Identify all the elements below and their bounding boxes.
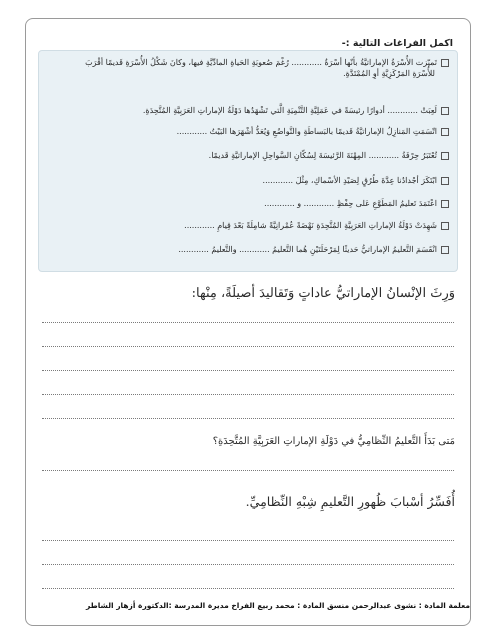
question-3: أُفَسِّرُ أسْبابَ ظُهورِ التَّعليمِ شِبْهِ النِّظامِيِّ. [245, 494, 455, 509]
answer-line[interactable] [42, 370, 454, 371]
question-2: مَتى بَدَأَ التَّعليمُ النِّظامِيُّ في دَوْلَةِ الإماراتِ العَرَبِيَّةِ المُتَّحِدَةِ؟ [212, 436, 455, 447]
checkbox-icon [441, 222, 449, 230]
footer-signatures: معلمة المادة : نشوى عبدالرحمن منسق المادة : محمد ربيع الفراخ مديرة المدرسة :الدكتورة أزهار الشاطر [86, 601, 470, 610]
fill-item-text: لَعِبَتْ ............ أدوارًا رئيسَةً في عَمَلِيَّةِ التَّنْمِيَةِ الَّتي تَشْهَدُها دَوْلَةُ الإماراتِ العَرَبِيَّةِ المُتَّحِدَةِ. [142, 106, 437, 115]
fill-item-text: اتّسَمَتِ المَنازِلُ الإماراتيَّةُ قَديمًا بالبَساطَةِ والتَّواضُعِ وَيُعَدُّ أشْهَرَها البَيْتُ ............ [176, 127, 437, 136]
answer-line[interactable] [42, 588, 454, 589]
fill-item-text: اعْتَمَدَ تَعليمُ المَطَوَّعِ عَلى حِفْظِ ............ و ............ [264, 199, 437, 208]
fill-item-text: تَميّزت الأُسْرَةُ الإماراتيَّةُ بأنّها أسْرَةٌ ............ رُغْمَ صُعوبَةِ الحَياةِ المادِّيَّةِ فيها، وكانَ شَكْلُ الأُسْرَةِ قَديمًا أقْرَبَ [85, 58, 437, 67]
fill-item-text: ابْتَكَرَ أجْدادُنا عِدَّةَ طُرُقٍ لِصَيْدِ الأسْماكِ، مِثْلَ ............ [262, 176, 437, 185]
fill-item-4 [47, 150, 449, 161]
question-1: وَرِثَ الإنْسانُ الإماراتيُّ عاداتٍ وَتَقاليدَ أصيلَةً، مِنْها: [191, 286, 455, 301]
checkbox-icon [441, 107, 449, 115]
fill-item-8 [47, 244, 449, 255]
checkbox-icon [441, 246, 449, 254]
answer-line[interactable] [42, 394, 454, 395]
checkbox-icon [441, 59, 449, 67]
fill-item-2 [47, 105, 449, 116]
fill-item-1 [47, 57, 449, 79]
answer-line[interactable] [42, 346, 454, 347]
answer-line[interactable] [42, 470, 454, 471]
checkbox-icon [441, 177, 449, 185]
fill-item-7 [47, 220, 449, 231]
fill-item-6 [47, 198, 449, 209]
answer-line[interactable] [42, 322, 454, 323]
fill-item-text: شَهِدَتْ دَوْلَةُ الإماراتِ العَرَبِيَّةِ المُتَّحِدَةِ نَهْضَةً عُمْرانِيَّةً شامِلَةً بَعْدَ قِيامِ ............ [184, 221, 437, 230]
fill-item-5 [47, 175, 449, 186]
checkbox-icon [441, 152, 449, 160]
checkbox-icon [441, 128, 449, 136]
fill-item-text-continued: للأُسْرَةِ المَرْكَزِيَّةِ أوِ المُمْتَدَّةِ. [343, 69, 435, 78]
fill-in-blanks-box [38, 50, 458, 272]
instruction-heading: اكمل الفراغات التالية :- [341, 38, 453, 49]
checkbox-icon [441, 200, 449, 208]
fill-item-text: انْقَسَمَ التَّعليمُ الإماراتيُّ حَديثًا لِمَرْحَلَتَيْنِ هُما التَّعليمُ ............ والتَّعليمُ ............ [178, 245, 437, 254]
fill-item-text: تُعْتَبَرُ حِرْفَةُ ............ المِهْنَةَ الرَّئيسَةَ لِسُكّانِ السَّواحِلِ الإماراتيَّةِ قَديمًا. [208, 151, 437, 160]
fill-item-3 [47, 126, 449, 137]
answer-line[interactable] [42, 540, 454, 541]
answer-line[interactable] [42, 564, 454, 565]
answer-line[interactable] [42, 418, 454, 419]
